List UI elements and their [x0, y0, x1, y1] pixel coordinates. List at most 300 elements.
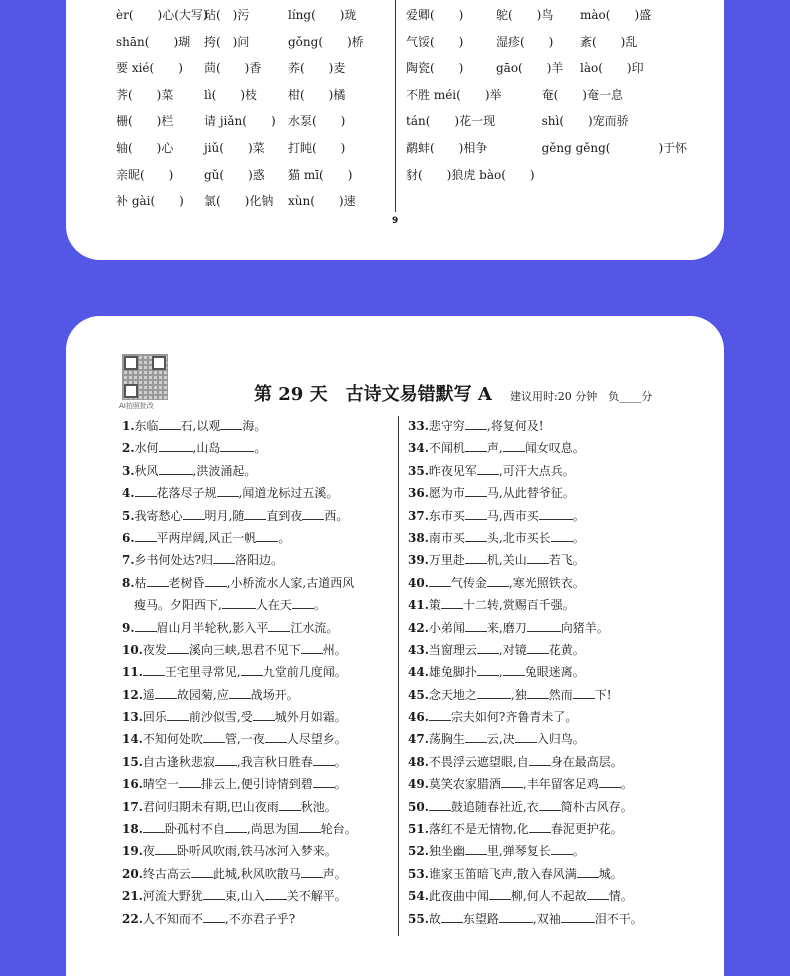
- answer-blank[interactable]: [268, 620, 290, 632]
- question-text: 王宅里寻常见,: [164, 665, 241, 680]
- question-item: [408, 527, 643, 549]
- answer-blank[interactable]: [441, 597, 463, 609]
- answer-blank[interactable]: [503, 440, 525, 452]
- vocab-row: [116, 135, 382, 162]
- vocab-cell[interactable]: 打盹( ): [288, 140, 346, 155]
- answer-blank[interactable]: [477, 642, 499, 654]
- question-text: 水何: [134, 441, 159, 456]
- answer-blank[interactable]: [215, 754, 237, 766]
- question-text: 平两岸阔,风正一帆: [156, 530, 257, 545]
- vocab-row: [116, 55, 382, 82]
- vocab-cell[interactable]: 爱卿( ): [406, 8, 464, 22]
- question-number: 37.: [408, 508, 429, 523]
- vocab-cell[interactable]: gāo( )羊: [496, 61, 564, 76]
- answer-blank[interactable]: [527, 687, 549, 699]
- question-text: 河流大野犹: [142, 889, 203, 904]
- title-note: 建议用时:20 分钟 负____分: [510, 390, 653, 403]
- answer-blank[interactable]: [229, 687, 251, 699]
- question-item: [122, 840, 357, 862]
- question-item: [122, 639, 357, 661]
- vocab-cell[interactable]: 要 xié( ): [116, 61, 183, 76]
- vocab-cell[interactable]: 不胜 méi( )举: [406, 87, 502, 102]
- question-number: 38.: [408, 530, 429, 545]
- question-number: 5.: [122, 508, 135, 523]
- question-number: 7.: [122, 553, 135, 568]
- question-text: 。: [572, 530, 585, 545]
- top-right-column: [406, 2, 688, 188]
- question-text: ,独: [510, 687, 527, 702]
- vocab-cell[interactable]: 轴( )心: [116, 140, 174, 155]
- answer-blank[interactable]: [499, 911, 533, 923]
- question-text: 秋池。: [300, 799, 337, 814]
- question-item: [122, 572, 357, 594]
- question-item: [122, 684, 357, 706]
- vocab-cell[interactable]: 氯( )化钠: [204, 194, 274, 209]
- question-text: 鼓追随春社近,衣: [450, 799, 539, 814]
- question-text: 老树昏: [168, 575, 205, 590]
- vocab-cell[interactable]: 茴( )香: [204, 61, 262, 76]
- question-item: [408, 572, 643, 594]
- answer-blank[interactable]: [501, 776, 523, 788]
- answer-blank[interactable]: [217, 485, 239, 497]
- question-number: 14.: [122, 732, 143, 747]
- question-number: 51.: [408, 822, 429, 837]
- question-item: [122, 773, 357, 795]
- vocab-cell[interactable]: gěng gěng( )于怀: [541, 140, 688, 155]
- answer-blank[interactable]: [477, 687, 511, 699]
- question-number: 39.: [408, 553, 429, 568]
- question-number: 46.: [408, 710, 429, 725]
- question-number: 8.: [122, 575, 135, 590]
- question-text: 回乐: [142, 710, 167, 725]
- vocab-cell[interactable]: 补 gài( ): [116, 194, 184, 209]
- question-item: [408, 549, 643, 571]
- answer-blank[interactable]: [465, 843, 487, 855]
- question-text: 城外月如霜。: [274, 710, 347, 725]
- question-text: 此夜曲中闻: [428, 889, 489, 904]
- answer-blank[interactable]: [465, 530, 487, 542]
- vocab-cell[interactable]: 鸵( )鸟: [496, 8, 554, 22]
- question-text: 晴空一: [142, 777, 179, 792]
- question-text: 情。: [608, 889, 633, 904]
- vocab-cell[interactable]: líng( )珑: [288, 8, 357, 22]
- question-number: 36.: [408, 486, 429, 501]
- vocab-cell[interactable]: èr( )心(大写): [116, 8, 208, 22]
- question-text: 不闻机: [428, 441, 465, 456]
- question-item: [122, 594, 357, 616]
- question-text: 然而: [548, 687, 573, 702]
- answer-blank[interactable]: [222, 597, 256, 609]
- answer-blank[interactable]: [265, 888, 287, 900]
- vocab-row: [116, 82, 382, 109]
- questions-left-column: [122, 415, 357, 930]
- question-text: 州。: [322, 642, 347, 657]
- question-item: [408, 840, 643, 862]
- answer-blank[interactable]: [587, 888, 609, 900]
- question-number: 6.: [122, 530, 135, 545]
- question-item: [408, 684, 643, 706]
- answer-blank[interactable]: [465, 508, 487, 520]
- answer-blank[interactable]: [159, 440, 193, 452]
- question-number: 20.: [122, 866, 143, 881]
- answer-blank[interactable]: [489, 888, 511, 900]
- answer-blank[interactable]: [465, 418, 487, 430]
- vocab-cell[interactable]: lì( )枝: [204, 87, 258, 102]
- question-item: [408, 460, 643, 482]
- question-item: [122, 415, 357, 437]
- question-item: [122, 863, 357, 885]
- question-text: 不知何处吹: [142, 732, 203, 747]
- question-text: 东市买: [428, 508, 465, 523]
- answer-blank[interactable]: [477, 463, 499, 475]
- question-text: 身在最高层。: [550, 754, 623, 769]
- question-item: [408, 594, 643, 616]
- vocab-cell[interactable]: 亲昵( ): [116, 167, 174, 182]
- question-text: ,对镜: [498, 642, 527, 657]
- answer-blank[interactable]: [551, 843, 573, 855]
- question-text: 。: [572, 508, 585, 523]
- vocab-cell[interactable]: 水泵( ): [288, 114, 346, 129]
- question-number: 16.: [122, 777, 143, 792]
- answer-blank[interactable]: [503, 664, 525, 676]
- question-item: [408, 415, 643, 437]
- answer-blank[interactable]: [225, 821, 247, 833]
- question-text: 闻女叹息。: [524, 441, 585, 456]
- answer-blank[interactable]: [299, 821, 321, 833]
- question-text: 马,从此替爷征。: [486, 486, 575, 501]
- question-item: [122, 527, 357, 549]
- answer-blank[interactable]: [220, 440, 254, 452]
- answer-blank[interactable]: [301, 866, 323, 878]
- vocab-cell[interactable]: 荞( )麦: [288, 61, 346, 76]
- answer-blank[interactable]: [477, 664, 499, 676]
- answer-blank[interactable]: [143, 821, 165, 833]
- question-number: 55.: [408, 911, 429, 926]
- answer-blank[interactable]: [135, 530, 157, 542]
- vocab-cell[interactable]: mào( )盛: [580, 8, 652, 22]
- question-text: 人不知而不: [142, 911, 203, 926]
- question-text: 人在天: [255, 598, 292, 613]
- question-text: ,双袖: [532, 911, 561, 926]
- column-divider: [398, 416, 399, 936]
- vocab-cell[interactable]: 柑( )橘: [288, 87, 346, 102]
- question-number: 18.: [122, 822, 143, 837]
- vocab-cell[interactable]: 挎( )问: [204, 34, 250, 49]
- question-number: 13.: [122, 710, 143, 725]
- question-item: [122, 549, 357, 571]
- question-text: 花黄。: [548, 642, 585, 657]
- vocab-cell[interactable]: jiǔ( )菜: [204, 140, 265, 155]
- question-text: 悲守穷: [428, 419, 465, 433]
- vocab-cell[interactable]: 请 jiǎn( ): [204, 114, 276, 129]
- answer-blank[interactable]: [279, 799, 301, 811]
- question-text: 柳,何人不起故: [510, 889, 587, 904]
- question-number: 54.: [408, 889, 429, 904]
- answer-blank[interactable]: [167, 642, 189, 654]
- question-item: [408, 728, 643, 750]
- question-text: 故园菊,应: [176, 687, 229, 702]
- question-text: ,山岛: [192, 441, 221, 456]
- question-text: 机,关山: [486, 553, 527, 568]
- question-text: 人尽望乡。: [286, 732, 347, 747]
- question-item: [122, 728, 357, 750]
- question-text: 。: [620, 777, 633, 792]
- vocab-row: [116, 108, 382, 135]
- question-text: 入归鸟。: [536, 732, 585, 747]
- question-text: 兔眼迷离。: [524, 665, 585, 680]
- answer-blank[interactable]: [539, 799, 561, 811]
- vocab-cell[interactable]: 紊( )乱: [580, 34, 638, 49]
- question-item: [408, 796, 643, 818]
- question-item: [122, 885, 357, 907]
- question-text: 马,西市买: [486, 508, 539, 523]
- answer-blank[interactable]: [220, 418, 242, 430]
- question-text: 明月,随: [204, 508, 245, 523]
- question-item: [408, 617, 643, 639]
- question-number: 52.: [408, 844, 429, 859]
- question-text: 昨夜见军: [428, 463, 477, 478]
- vocab-row: [406, 82, 684, 109]
- question-text: 里,弹琴复长: [486, 844, 551, 859]
- question-number: 17.: [122, 799, 143, 814]
- answer-blank[interactable]: [313, 754, 335, 766]
- question-text: 谁家玉笛暗飞声,散入春风满: [428, 866, 577, 881]
- answer-blank[interactable]: [292, 597, 314, 609]
- answer-blank[interactable]: [135, 620, 157, 632]
- vocab-cell[interactable]: tán( )花一现: [406, 114, 496, 129]
- answer-blank[interactable]: [203, 731, 225, 743]
- question-text: ,丰年留客足鸡: [522, 777, 599, 792]
- question-number: 42.: [408, 620, 429, 635]
- answer-blank[interactable]: [159, 418, 181, 430]
- question-text: 枯: [134, 575, 147, 590]
- question-item: [408, 482, 643, 504]
- answer-blank[interactable]: [155, 843, 177, 855]
- answer-blank[interactable]: [465, 485, 487, 497]
- question-number: 33.: [408, 419, 429, 433]
- question-text: ,不亦君子乎?: [224, 911, 296, 926]
- answer-blank[interactable]: [577, 866, 599, 878]
- vocab-cell[interactable]: shì( )宠而骄: [541, 114, 629, 129]
- answer-blank[interactable]: [429, 799, 451, 811]
- qr-code-icon[interactable]: [122, 354, 168, 400]
- question-text: 夜发: [142, 642, 167, 657]
- answer-blank[interactable]: [551, 530, 573, 542]
- question-text: 城。: [598, 866, 623, 881]
- answer-blank[interactable]: [191, 866, 213, 878]
- question-text: ,将复何及!: [486, 419, 544, 433]
- answer-blank[interactable]: [529, 754, 551, 766]
- question-text: 自古逢秋悲寂: [142, 754, 215, 769]
- answer-blank[interactable]: [465, 620, 487, 632]
- answer-blank[interactable]: [561, 911, 595, 923]
- answer-blank[interactable]: [465, 731, 487, 743]
- answer-blank[interactable]: [159, 463, 193, 475]
- page-title: 第 29 天 古诗文易错默写 A: [254, 384, 492, 405]
- answer-blank[interactable]: [529, 821, 551, 833]
- question-text: ,: [498, 665, 503, 680]
- vocab-cell[interactable]: 奄( )奄一息: [541, 87, 623, 102]
- question-number: 1.: [122, 419, 135, 433]
- question-text: 此城,秋风吹散马: [212, 866, 301, 881]
- question-number: 19.: [122, 844, 143, 859]
- question-text: 当窗理云: [428, 642, 477, 657]
- question-number: 45.: [408, 687, 429, 702]
- question-text: 东望路: [462, 911, 499, 926]
- question-text: 。: [572, 844, 585, 859]
- vocab-cell[interactable]: 荠( )菜: [116, 87, 174, 102]
- answer-blank[interactable]: [253, 709, 275, 721]
- vocab-row: [406, 108, 684, 135]
- question-number: 12.: [122, 687, 143, 702]
- question-number: 3.: [122, 463, 135, 478]
- answer-blank[interactable]: [441, 911, 463, 923]
- question-text: ,寒光照铁衣。: [508, 575, 585, 590]
- vocab-cell[interactable]: 栅( )栏: [116, 114, 174, 129]
- answer-blank[interactable]: [302, 508, 324, 520]
- answer-blank[interactable]: [599, 776, 621, 788]
- question-text: 九堂前几度闻。: [262, 665, 347, 680]
- vocab-cell[interactable]: gǔ( )惑: [204, 167, 265, 182]
- question-text: 终古高云: [142, 866, 191, 881]
- answer-blank[interactable]: [527, 642, 549, 654]
- question-text: 简朴古风存。: [560, 799, 633, 814]
- question-number: 22.: [122, 911, 143, 926]
- question-text: 莫笑农家腊酒: [428, 777, 501, 792]
- vocab-cell[interactable]: shān( )瑚: [116, 34, 191, 49]
- answer-blank[interactable]: [527, 552, 549, 564]
- question-text: 前沙似雪,受: [188, 710, 253, 725]
- question-text: 秋风: [134, 463, 159, 478]
- answer-blank[interactable]: [244, 508, 266, 520]
- question-item: [122, 482, 357, 504]
- question-number: 11.: [122, 665, 143, 680]
- question-text: 来,磨刀: [486, 620, 527, 635]
- question-item: [408, 661, 643, 683]
- answer-blank[interactable]: [203, 888, 225, 900]
- vocab-cell[interactable]: 豺( )狼虎 bào( ): [406, 167, 535, 182]
- question-item: [122, 818, 357, 840]
- question-text: 束,山入: [224, 889, 265, 904]
- vocab-cell[interactable]: xùn( )速: [288, 194, 356, 209]
- vocab-cell[interactable]: 陶瓷( ): [406, 61, 464, 76]
- question-number: 49.: [408, 777, 429, 792]
- bottom-page-card: [66, 316, 724, 976]
- question-number: 50.: [408, 799, 429, 814]
- question-text: 西。: [324, 508, 349, 523]
- answer-blank[interactable]: [167, 709, 189, 721]
- question-number: 35.: [408, 463, 429, 478]
- question-text: 万里赴: [428, 553, 465, 568]
- answer-blank[interactable]: [135, 485, 157, 497]
- vocab-row: [406, 2, 684, 29]
- question-text: ,尚思为国: [246, 822, 299, 837]
- answer-blank[interactable]: [213, 552, 235, 564]
- vocab-cell[interactable]: 气馁( ): [406, 34, 464, 49]
- question-text: 管,一夜: [224, 732, 265, 747]
- vocab-cell[interactable]: lào( )印: [580, 61, 644, 76]
- answer-blank[interactable]: [313, 776, 335, 788]
- vocab-cell[interactable]: gǒng( )桥: [288, 34, 364, 49]
- answer-blank[interactable]: [155, 687, 177, 699]
- vocab-cell[interactable]: 鹬蚌( )相争: [406, 140, 488, 155]
- question-number: 40.: [408, 575, 429, 590]
- question-number: 34.: [408, 441, 429, 456]
- answer-blank[interactable]: [487, 575, 509, 587]
- question-item: [122, 617, 357, 639]
- question-text: 君问归期未有期,巴山夜雨: [142, 799, 279, 814]
- answer-blank[interactable]: [147, 575, 169, 587]
- question-number: 41.: [408, 598, 429, 613]
- question-text: 。: [334, 754, 347, 769]
- answer-blank[interactable]: [241, 664, 263, 676]
- question-text: 不畏浮云遮望眼,自: [428, 754, 529, 769]
- answer-blank[interactable]: [265, 731, 287, 743]
- question-text: 。: [313, 598, 326, 613]
- answer-blank[interactable]: [465, 440, 487, 452]
- question-text: 排云上,便引诗情到碧: [200, 777, 313, 792]
- question-item: [122, 437, 357, 459]
- question-text: 石,以观: [180, 419, 221, 433]
- question-item: [408, 885, 643, 907]
- answer-blank[interactable]: [515, 731, 537, 743]
- answer-blank[interactable]: [573, 687, 595, 699]
- question-text: 宗夫如何?齐鲁青未了。: [450, 710, 578, 725]
- vocab-cell[interactable]: 玷( )污: [204, 8, 250, 22]
- answer-blank[interactable]: [256, 530, 278, 542]
- question-text: 。: [254, 441, 267, 456]
- question-number: 10.: [122, 642, 143, 657]
- question-text: 花落尽子规: [156, 486, 217, 501]
- answer-blank[interactable]: [429, 575, 451, 587]
- question-item: [408, 639, 643, 661]
- vocab-row: [116, 2, 382, 29]
- question-item: [408, 706, 643, 728]
- question-text: 落红不是无情物,化: [428, 822, 529, 837]
- answer-blank[interactable]: [143, 664, 165, 676]
- question-text: 独坐幽: [428, 844, 465, 859]
- question-item: [408, 751, 643, 773]
- qr-label: AI拍照批改: [119, 402, 154, 410]
- question-item: [122, 706, 357, 728]
- question-text: 气传金: [450, 575, 487, 590]
- question-text: 念天地之: [428, 687, 477, 702]
- answer-blank[interactable]: [179, 776, 201, 788]
- question-text: 若飞。: [548, 553, 585, 568]
- question-text: 溪向三峡,思君不见下: [188, 642, 301, 657]
- question-text: 春泥更护花。: [550, 822, 623, 837]
- question-number: 15.: [122, 754, 143, 769]
- answer-blank[interactable]: [203, 911, 225, 923]
- vocab-cell[interactable]: 猫 mī( ): [288, 167, 353, 182]
- question-number: 2.: [122, 441, 135, 456]
- answer-blank[interactable]: [301, 642, 323, 654]
- answer-blank[interactable]: [205, 575, 227, 587]
- answer-blank[interactable]: [429, 709, 451, 721]
- question-text: 向猪羊。: [560, 620, 609, 635]
- question-text: 荡胸生: [428, 732, 465, 747]
- question-text: 洛阳边。: [234, 553, 283, 568]
- question-text: 轮台。: [320, 822, 357, 837]
- answer-blank[interactable]: [465, 552, 487, 564]
- vocab-cell[interactable]: 湿疹( ): [496, 34, 554, 49]
- answer-blank[interactable]: [527, 620, 561, 632]
- question-number: 53.: [408, 866, 429, 881]
- vocab-row: [406, 135, 688, 162]
- question-number: 9.: [122, 620, 135, 635]
- answer-blank[interactable]: [539, 508, 573, 520]
- answer-blank[interactable]: [183, 508, 205, 520]
